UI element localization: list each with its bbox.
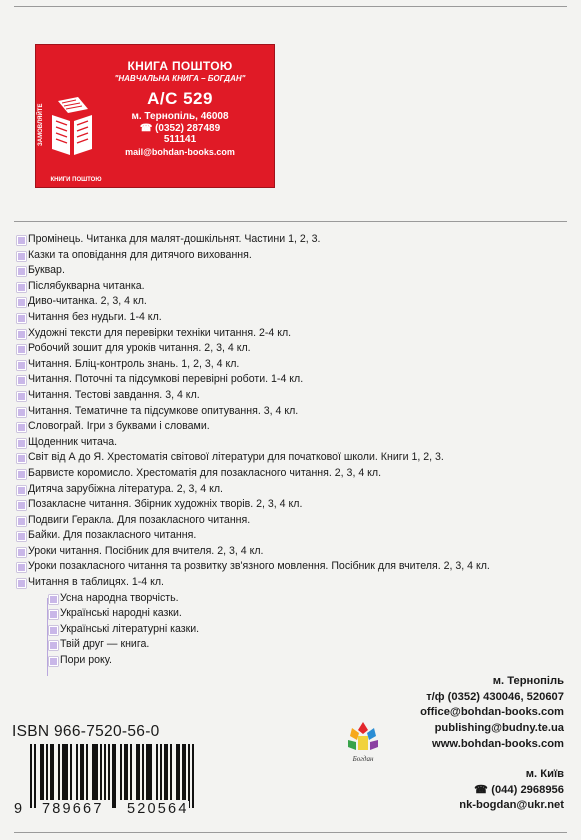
stamp-title: КНИГА ПОШТОЮ — [127, 59, 233, 73]
list-item: Уроки читання. Посібник для вчителя. 2, 3, 4 кл. — [17, 544, 577, 560]
list-item: Барвисте коромисло. Хрестоматія для позакласного читання. 2, 3, 4 кл. — [17, 466, 577, 482]
list-item: Байки. Для позакласного читання. — [17, 528, 577, 544]
bohdan-logo — [346, 720, 380, 764]
kyiv-city: м. Київ — [525, 768, 564, 780]
stamp-phone: ☎ (0352) 287489 — [139, 123, 221, 134]
bullet-icon — [49, 657, 58, 666]
bullet-icon — [17, 283, 26, 292]
bullet-icon — [17, 376, 26, 385]
top-border-line — [14, 6, 567, 7]
sub-list-item: Пори року. — [17, 653, 577, 669]
bullet-icon — [17, 501, 26, 510]
bullet-icon — [49, 626, 58, 635]
stamp-email: mail@bohdan-books.com — [125, 147, 235, 157]
barcode-first-digit: 9 — [14, 801, 23, 817]
bullet-icon — [17, 408, 26, 417]
list-item: Словограй. Ігри з буквами і словами. — [17, 419, 577, 435]
list-item: Щоденник читача. — [17, 435, 577, 451]
bullet-icon — [49, 610, 58, 619]
sub-list-item: Твій друг — книга. — [17, 637, 577, 653]
bullet-icon — [17, 439, 26, 448]
ternopil-contacts — [420, 674, 564, 753]
list-item: Робочий зошит для уроків читання. 2, 3, 4 кл. — [17, 341, 577, 357]
stamp-publisher: "НАВЧАЛЬНА КНИГА – БОГДАН" — [114, 74, 246, 83]
list-item: Дитяча зарубіжна література. 2, 3, 4 кл. — [17, 482, 577, 498]
list-item: Світ від А до Я. Хрестоматія світової літератури для початкової школи. Книги 1, 2, 3. — [17, 450, 577, 466]
list-item: Читання. Бліц-контроль знань. 1, 2, 3, 4 кл. — [17, 357, 577, 373]
sub-list-item: Українські народні казки. — [17, 606, 577, 622]
list-item: Позакласне читання. Збірник художніх творів. 2, 3, 4 кл. — [17, 497, 577, 513]
barcode-group-2: 520564 — [127, 801, 189, 817]
bullet-icon — [17, 563, 26, 572]
bullet-icon — [17, 252, 26, 261]
list-item: Читання в таблицях. 1-4 кл. — [17, 575, 577, 591]
bullet-icon — [17, 454, 26, 463]
sub-list-item: Усна народна творчість. — [17, 591, 577, 607]
bullet-icon — [17, 298, 26, 307]
ternopil-city: м. Тернопіль — [492, 675, 564, 687]
bullet-icon — [17, 517, 26, 526]
ternopil-website: www.bohdan-books.com — [432, 737, 564, 750]
bullet-icon — [17, 314, 26, 323]
bullet-icon — [17, 392, 26, 401]
list-item: Читання. Тематичне та підсумкове опитування. 3, 4 кл. — [17, 404, 577, 420]
book-list — [17, 232, 577, 669]
barcode-group-1: 789667 — [42, 801, 104, 817]
ternopil-email-publishing: publishing@budny.te.ua — [434, 722, 564, 735]
open-book-icon — [48, 97, 96, 159]
bullet-icon — [17, 345, 26, 354]
sub-list-item: Українські літературні казки. — [17, 622, 577, 638]
bullet-icon — [17, 548, 26, 557]
list-item: Уроки позакласного читання та розвитку зв'язного мовлення. Посібник для вчителя. 2, 3, 4 кл. — [17, 559, 577, 575]
list-item: Промінець. Читанка для малят-дошкільнят. Частини 1, 2, 3. — [17, 232, 577, 248]
list-item: Читання. Поточні та підсумкові перевірні роботи. 1-4 кл. — [17, 372, 577, 388]
ternopil-phone: т/ф (0352) 430046, 520607 — [426, 690, 564, 703]
stamp-side-text: ЗАМОВЛЯЙТЕ — [38, 103, 44, 147]
list-item: Читання без нудьги. 1-4 кл. — [17, 310, 577, 326]
list-item: Післябукварна читанка. — [17, 279, 577, 295]
kyiv-email: nk-bogdan@ukr.net — [459, 799, 564, 812]
ternopil-email-office: office@bohdan-books.com — [420, 706, 564, 719]
bullet-icon — [17, 330, 26, 339]
bullet-icon — [17, 470, 26, 479]
stamp-po-box: А/С 529 — [147, 89, 213, 108]
bullet-icon — [17, 486, 26, 495]
stamp-city: м. Тернопіль, 46008 — [131, 111, 229, 122]
stamp-phone-2: 511141 — [163, 134, 197, 145]
bullet-icon — [17, 532, 26, 541]
list-item: Подвиги Геракла. Для позакласного читання. — [17, 513, 577, 529]
list-item: Читання. Тестові завдання. 3, 4 кл. — [17, 388, 577, 404]
bullet-icon — [17, 579, 26, 588]
bottom-border-line — [14, 832, 567, 833]
bullet-icon — [49, 595, 58, 604]
kyiv-contacts — [459, 767, 564, 814]
bullet-icon — [17, 236, 26, 245]
stamp-bottom-text: КНИГИ ПОШТОЮ — [50, 177, 102, 183]
list-item: Художні тексти для перевірки техніки читання. 2-4 кл. — [17, 326, 577, 342]
bullet-icon — [49, 641, 58, 650]
list-item: Диво-читанка. 2, 3, 4 кл. — [17, 294, 577, 310]
bullet-icon — [17, 423, 26, 432]
kyiv-phone: ☎ (044) 2968956 — [474, 783, 564, 796]
logo-text: Богдан — [352, 755, 374, 763]
list-item: Буквар. — [17, 263, 577, 279]
mail-order-stamp — [35, 44, 275, 188]
bullet-icon — [17, 267, 26, 276]
bullet-icon — [17, 361, 26, 370]
list-top-line — [14, 221, 567, 222]
isbn: ISBN 966-7520-56-0 — [12, 723, 160, 740]
list-item: Казки та оповідання для дитячого виховання. — [17, 248, 577, 264]
sub-list-bar — [47, 598, 48, 676]
